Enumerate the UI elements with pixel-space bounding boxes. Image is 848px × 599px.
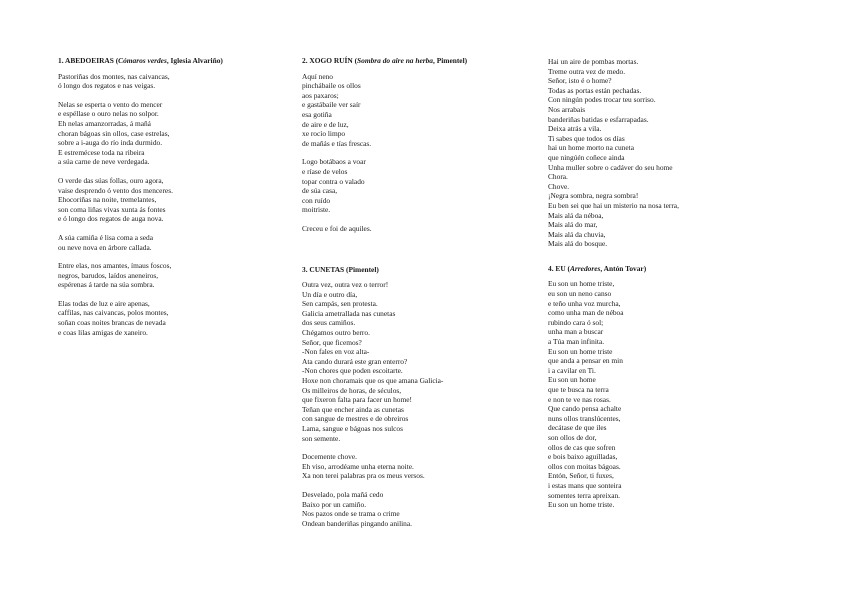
verse-line: Eu ben sei que hai un misterio na nosa terra,: [548, 200, 679, 210]
stanza: [302, 157, 527, 215]
verse-line: que fixeron falta para facer un home!: [302, 395, 412, 405]
poem-number: 4. EU: [548, 263, 566, 273]
verse-line: Hoxe non choramais que os que amana Galicia-: [302, 376, 444, 386]
verse-line: moitriste.: [302, 205, 331, 215]
verse-line: negros, barudos, laídos aneneiros,: [58, 270, 159, 280]
verse-line: soñan coas noites brancas de nevada: [58, 318, 166, 328]
verse-line: ¡Negra sombra, negra sombra!: [548, 191, 639, 201]
stanza: [58, 176, 278, 224]
verse-line: Ti sabes que todos os días: [548, 133, 625, 143]
poem-author: Pimentel: [348, 264, 377, 274]
stanza: [58, 261, 278, 290]
verse-line: Todas as portas están pechadas.: [548, 85, 642, 95]
verse-line: Ondean banderiñas pingando anilina.: [302, 518, 413, 528]
verse-line: rubindo cara ó sol;: [548, 317, 604, 327]
verse-line: Xa non terei palabras pra os meus versos.: [302, 471, 425, 481]
verse-line: Chove.: [548, 181, 570, 191]
verse-line: e gastábaile ver saír: [302, 100, 361, 110]
stanza: [302, 72, 527, 149]
verse-line: O verde das súas follas, ouro agora,: [58, 175, 164, 185]
verse-line: Señor, que ficemos?: [302, 337, 362, 347]
verse-line: somentes terra apreixan.: [548, 490, 621, 500]
verse-line: e non te ve nas rosas.: [548, 394, 611, 404]
verse-line: a súa carne de neve verdegada.: [58, 157, 150, 167]
verse-line: Logo botábaos a voar: [302, 157, 366, 167]
verse-line: choran bágoas sin ollos, case estrelas,: [58, 128, 170, 138]
verse-line: son ollos de dor,: [548, 432, 597, 442]
poem-number: 3. CUNETAS: [302, 264, 345, 274]
poem-book: Cómaros verdes: [118, 56, 167, 65]
verse-line: Un día e outro día,: [302, 289, 358, 299]
stanza: [58, 72, 278, 91]
verse-line: Aquí neno: [302, 71, 333, 81]
verse-line: Lama, sangue e bágoas nos sulcos: [302, 424, 403, 433]
verse-line: Mais alá do mar,: [548, 220, 598, 230]
verse-line: caffilas, nas caivancas, polos montes,: [58, 308, 169, 318]
verse-line: Pastoriñas dos montes, nas caivancas,: [58, 71, 170, 81]
verse-line: que te busca na terra: [548, 385, 609, 394]
verse-line: xe rocío limpo: [302, 129, 346, 139]
verse-line: Hai un aire de pombas mortas.: [548, 57, 639, 66]
verse-line: pinchábaile os ollos: [302, 81, 361, 91]
verse-line: como unha man de néboa: [548, 308, 624, 318]
stanza: [302, 490, 527, 528]
verse-line: Entre elas, nos amantes, ímaus foscos,: [58, 261, 172, 271]
verse-line: Creceu e foi de aquiles.: [302, 223, 372, 233]
poem-body: [548, 57, 778, 249]
poem-body: [58, 72, 278, 338]
verse-line: e espéllase o ouro nelas no solpor.: [58, 109, 159, 119]
verse-line: que anda a pensar en min: [548, 356, 623, 366]
verse-line: Señor, isto é o home?: [548, 76, 612, 86]
verse-line: Nelas se esperta o vento do mencer: [58, 99, 163, 109]
verse-line: Mais alá do bosque.: [548, 239, 608, 249]
stanza: [58, 233, 278, 252]
verse-line: Ata cando durará este gran enterro?: [302, 356, 408, 366]
verse-line: Eu son un home: [548, 375, 596, 385]
verse-line: Sen campás, sen protesta.: [302, 299, 378, 309]
verse-line: Con ningún podes trocar teu sorriso.: [548, 95, 656, 105]
verse-line: Eu son un home triste,: [548, 279, 615, 289]
verse-line: sobre a i-auga do río inda durmido.: [58, 138, 163, 148]
verse-line: Ehocoriñas na noite, tremelantes,: [58, 195, 157, 205]
column-right: [548, 57, 778, 519]
stanza: [548, 57, 778, 249]
verse-line: unha man a buscar: [548, 327, 604, 337]
verse-line: Mais alá da néboa,: [548, 210, 604, 220]
verse-line: e bois baixo aguilladas,: [548, 452, 618, 462]
verse-line: E estremécese toda na ribeira: [58, 147, 145, 157]
verse-line: Mais alá da chuvia,: [548, 229, 606, 239]
verse-line: Que cando pensa achalte: [548, 404, 622, 414]
stanza: [302, 280, 527, 443]
verse-line: Os milleiros de horas, de séculos,: [302, 385, 402, 395]
verse-line: eu son un neno canso: [548, 289, 612, 299]
verse-line: Eu son un home triste: [548, 346, 613, 356]
verse-line: aos paxaros;: [302, 90, 339, 100]
verse-line: Chora.: [548, 172, 568, 182]
poem-number: 1. ABEDOEIRAS: [58, 56, 114, 65]
verse-line: e ó longo dos regatos de auga nova.: [58, 214, 164, 224]
column-left: [58, 56, 278, 346]
verse-line: e teño unha voz murcha,: [548, 298, 621, 308]
poem-number: 2. XOGO RUÍN: [302, 56, 353, 65]
verse-line: Eh nelas amanzorradas, á mañá: [58, 118, 151, 128]
verse-line: ollos de cas que sofren: [548, 442, 616, 452]
verse-line: i estas mans que sonteira: [548, 480, 622, 490]
verse-line: Nos arrabais: [548, 104, 586, 114]
poem-author: Iglesia Alvariño: [170, 56, 221, 65]
poem-book: Sombra do aire na herba: [357, 56, 434, 65]
poem-title: 3. CUNETAS (Pimentel): [302, 264, 379, 274]
stanza: [302, 452, 527, 481]
verse-line: esa gotiña: [302, 109, 332, 119]
verse-line: i a cavilar en Ti.: [548, 365, 596, 375]
verse-line: Deixa atrás a vila.: [548, 124, 602, 134]
stanza: [302, 224, 527, 234]
verse-line: son semente.: [302, 433, 341, 443]
poem-title: 4. EU (Arredores, Antón Tovar): [548, 263, 647, 273]
poem-author: Pimentel: [436, 56, 465, 65]
stanza: [58, 299, 278, 337]
poem-body: [302, 280, 527, 528]
verse-line: hai un home morto na cuneta: [548, 143, 634, 153]
verse-line: decátase de que iles: [548, 423, 607, 433]
verse-line: ou neve nova en árbore callada.: [58, 242, 152, 252]
verse-line: Eu son un home triste.: [548, 500, 615, 510]
verse-line: -Non fales en voz alta-: [302, 347, 370, 357]
verse-line: Outra vez, outra vez o terror!: [302, 280, 389, 290]
verse-line: Treme outra vez de medo.: [548, 66, 626, 76]
verse-line: con ruído: [302, 195, 331, 205]
verse-line: nuns ollos translúcentes,: [548, 413, 621, 423]
verse-line: Nos pazos onde se trama o crime: [302, 509, 400, 519]
verse-line: banderiñas batidas e esfarrapadas.: [548, 114, 649, 124]
verse-line: Unha muller sobre o cadáver do seu home: [548, 162, 673, 172]
verse-line: A súa camiña é lisa coma a seda: [58, 232, 154, 242]
stanza: [58, 100, 278, 167]
verse-line: Desvelado, pola mañá cedo: [302, 489, 384, 499]
poem-body: [548, 279, 778, 509]
poem-body: [302, 72, 527, 234]
poem-title: 1. ABEDOEIRAS (Cómaros verdes, Iglesia Alvariño): [58, 56, 223, 65]
verse-line: Elas todas de luz e aire apenas,: [58, 298, 150, 308]
verse-line: son coma liñas vivas xunta ás fontes: [58, 204, 166, 214]
verse-line: a Túa man infinita.: [548, 337, 605, 347]
verse-line: espérenas á tarde na súa sombra.: [58, 280, 155, 290]
verse-line: Baixo por un camiño.: [302, 499, 367, 509]
verse-line: Eh viso, arrodéame unha eterna noite.: [302, 461, 414, 471]
verse-line: de aire e de luz,: [302, 119, 349, 129]
poem-title: 2. XOGO RUÍN (Sombra do aire na herba, Pimentel): [302, 56, 468, 65]
verse-line: -Non chores que poden escoitarte.: [302, 366, 403, 376]
verse-line: Galicia ametrallada nas cunetas: [302, 308, 396, 318]
verse-line: ó longo dos regatos e nas veigas.: [58, 81, 156, 91]
stanza: [548, 279, 778, 509]
verse-line: e ríase de velos: [302, 166, 348, 176]
poem-book: Arredores: [569, 263, 601, 273]
verse-line: e coas lilas amigas de xaneiro.: [58, 327, 148, 337]
verse-line: vaise desprendo ó vento dos menceres.: [58, 185, 173, 195]
column-middle: [302, 56, 527, 537]
verse-line: Chégamos outro berro.: [302, 328, 370, 338]
verse-line: Docemente chove.: [302, 452, 357, 462]
verse-line: de mañás e tías frescas.: [302, 138, 372, 148]
verse-line: con sangue de mestres e de obreiros: [302, 414, 409, 424]
verse-line: ollos con moitas bágoas.: [548, 461, 621, 471]
verse-line: Entón, Señor, ti fuxes,: [548, 471, 614, 481]
verse-line: de súa casa,: [302, 186, 338, 196]
verse-line: que ningúén coñece ainda: [548, 152, 625, 162]
verse-line: topar contra o valado: [302, 176, 365, 186]
verse-line: Teñan que encher ainda as cunetas: [302, 404, 404, 414]
poem-author: Antón Tovar: [603, 263, 644, 273]
verse-line: dos seus camiños.: [302, 318, 356, 328]
